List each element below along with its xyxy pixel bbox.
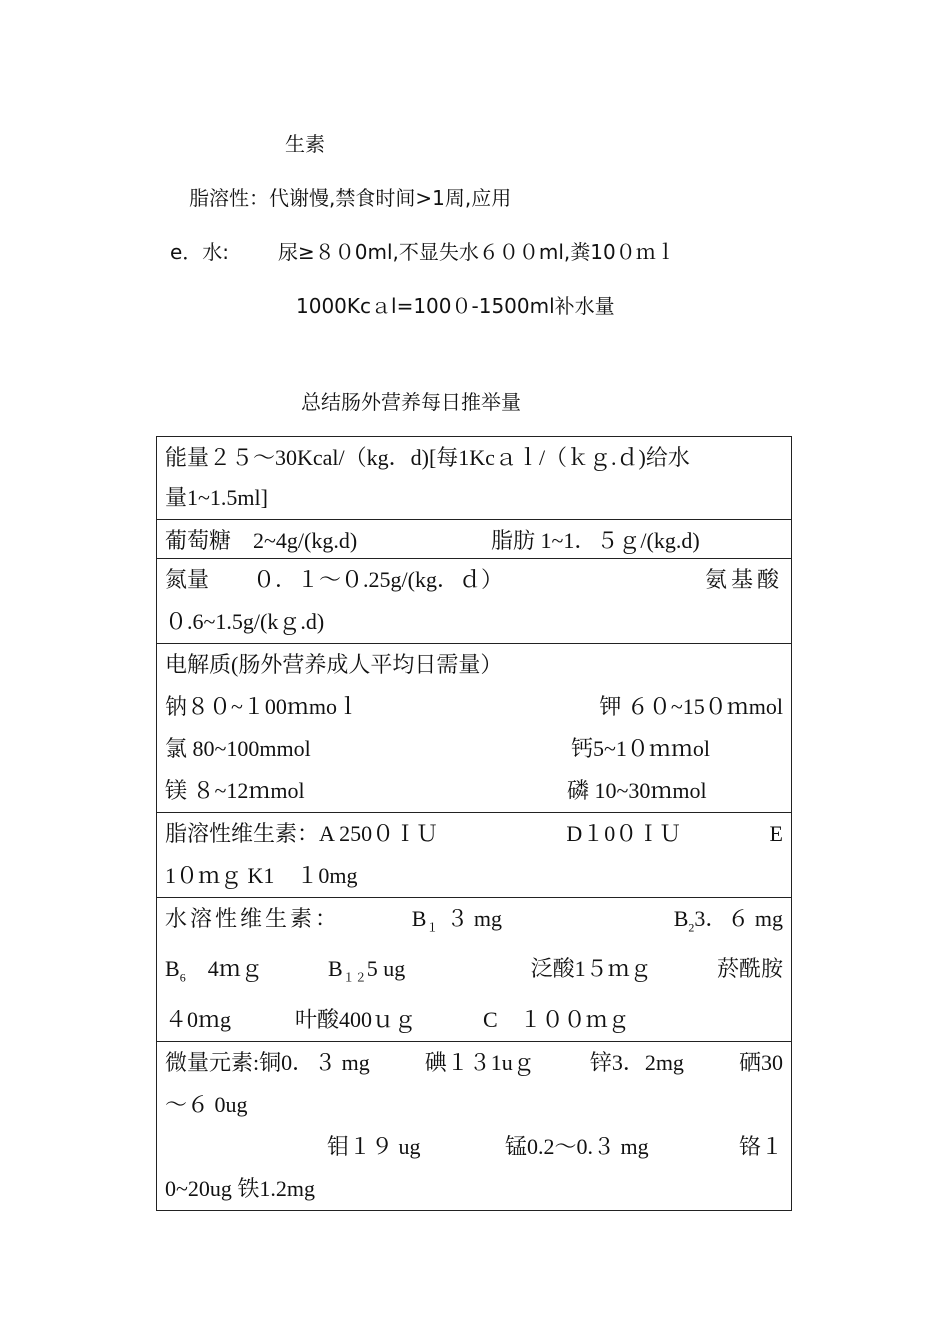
intro-line-4: 1000Kcａl=100０-1500ml补水量 [296, 294, 615, 318]
water-vitamin-title: 水溶性维生素： [165, 906, 341, 931]
zinc: 锌3．2mg [589, 1049, 684, 1075]
fat-vitamin-d: D１0０ＩＵ [566, 821, 682, 846]
copper: 微量元素:铜0．３ mg [165, 1049, 370, 1075]
intro-line-1: 生素 [285, 132, 325, 156]
intro-line-2: 脂溶性：代谢慢,禁食时间>1周,应用 [189, 186, 512, 210]
trace-line-4: 0~20ug 铁1.2mg [165, 1175, 316, 1201]
folic-acid: 叶酸400ｕｇ [295, 1006, 417, 1032]
pantothenic-acid: 泛酸1５ｍｇ [530, 956, 652, 982]
table-row-nitrogen [157, 559, 792, 644]
table-row-glucose [157, 520, 792, 559]
chromium: 铬１ [738, 1133, 783, 1159]
glucose-text: 葡萄糖 2~4g/(kg.d) [165, 528, 358, 553]
chloride: 氯 80~100mmol [165, 736, 311, 761]
fat-vitamin-line-2: 1０ｍｇ K1 １0mg [165, 863, 358, 888]
sodium: 钠８０~１00ｍmoｌ [165, 694, 360, 719]
amino-acid-value: ０.6~1.5g/(kｇ.d) [165, 609, 325, 634]
table-row-trace-elements [157, 1041, 792, 1210]
calcium: 钙5~1０ｍｍol [571, 736, 711, 761]
vitamin-b12: $B_{12}5$ ug [328, 956, 406, 985]
potassium: 钾 ６０~15０ｍmol [599, 694, 783, 719]
fat-vitamin-a: 脂溶性维生素：A 250０ＩＵ [165, 821, 439, 846]
nitrogen-text: 氮量 ０．１～０.25g/(kg．ｄ） [165, 567, 503, 592]
electrolyte-title: 电解质(肠外营养成人平均日需量） [165, 652, 503, 677]
fat-vitamin-e: E [769, 821, 783, 846]
vitamin-b6: $B_6$ 4ｍｇ [165, 956, 263, 985]
table-row-energy [157, 437, 792, 520]
energy-line-2: 量1~1.5ml] [165, 485, 268, 510]
magnesium: 镁 ８~12ｍmol [165, 778, 305, 803]
energy-line-1: 能量２５～30Kcal/（kg．d)[每1Kcａｌ/（ｋｇ.ｄ)给水 [165, 445, 690, 470]
niacinamide-value: ４0ｍg [165, 1006, 232, 1032]
niacinamide: 菸酰胺 [716, 956, 783, 982]
table-row-fat-vitamins [157, 813, 792, 898]
vitamin-b1: $B_1$ ３ mg [411, 906, 503, 935]
vitamin-c: C １００ｍｇ [483, 1006, 630, 1032]
table-row-water-vitamins [157, 898, 792, 1042]
section-heading: 总结肠外营养每日推举量 [301, 390, 521, 414]
nutrition-table [156, 436, 792, 1211]
phosphorus: 磷 10~30ｍmol [567, 778, 707, 803]
molybdenum: 钼１９ ug [327, 1133, 421, 1159]
amino-acid-label: 氨基酸 [704, 567, 783, 592]
fat-text: 脂肪 1~1．５ｇ/(kg.d) [491, 528, 700, 553]
iodine: 碘１３1uｇ [424, 1049, 535, 1075]
vitamin-b2: $B_23$．６ mg [673, 906, 783, 935]
selenium: 硒30 [738, 1049, 783, 1075]
table-row-electrolyte [157, 644, 792, 813]
intro-line-3: 尿≥８０0ml,不显失水６００ml,粪10０ｍｌ [278, 240, 676, 264]
intro-line-3-label: e．水: [170, 240, 230, 264]
selenium-value: ～６ 0ug [165, 1091, 248, 1117]
manganese: 锰0.2～0.３ mg [505, 1133, 649, 1159]
